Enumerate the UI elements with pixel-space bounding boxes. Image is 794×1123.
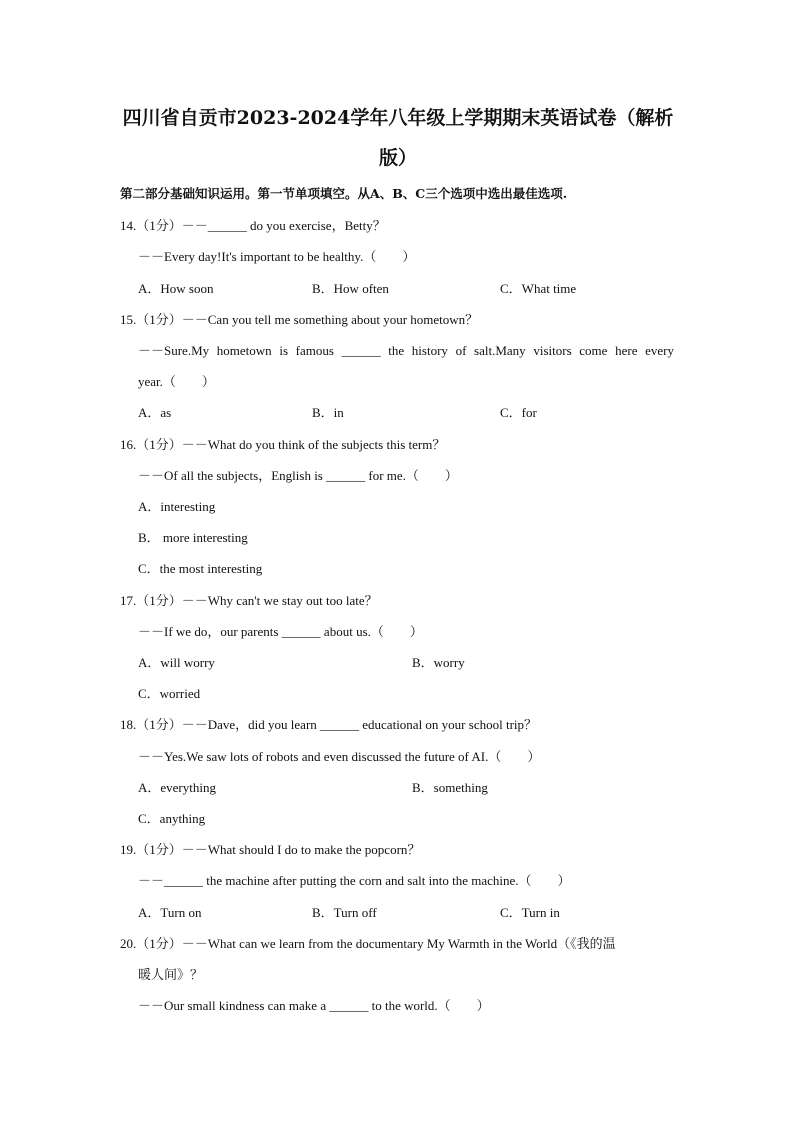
question-17: 17.（1分）－－Why can't we stay out too late？: [120, 593, 378, 608]
q17-option-a[interactable]: A．will worry: [138, 655, 215, 670]
question-14-prompt: －－Every day!It's important to be healthy.（ ）: [138, 249, 416, 264]
title-line-2: 版）: [378, 147, 417, 169]
q14-option-c[interactable]: C．What time: [500, 281, 577, 296]
q16-option-b[interactable]: B． more interesting: [138, 530, 248, 545]
question-15: 15.（1分）－－Can you tell me something about your hometown？: [120, 312, 479, 327]
q14-option-b[interactable]: B．How often: [312, 281, 389, 296]
question-20-prompt: －－Our small kindness can make a ______ to the world.（ ）: [138, 998, 490, 1013]
question-18-prompt: －－Yes.We saw lots of robots and even discussed the future of AI.（ ）: [138, 749, 541, 764]
q17-option-b[interactable]: B．worry: [412, 655, 465, 670]
question-20-line-1: 20.（1分）－－What can we learn from the documentary My Warmth in the World（《我的温: [120, 936, 616, 951]
q19-option-a[interactable]: A．Turn on: [138, 905, 202, 920]
q15-option-a[interactable]: A．as: [138, 405, 172, 420]
question-15-prompt-line-2: year.（ ）: [138, 374, 215, 389]
question-14: 14.（1分）－－______ do you exercise，Betty？: [120, 218, 386, 233]
q18-option-b[interactable]: B．something: [412, 780, 488, 795]
title-line-1: 四川省自贡市2023-2024学年八年级上学期期末英语试卷（解析: [122, 107, 674, 129]
question-20-line-2: 暖人间》？: [138, 967, 204, 982]
question-19-prompt: －－______ the machine after putting the corn and salt into the machine.（ ）: [138, 873, 571, 888]
question-15-prompt-line-1: －－Sure.My hometown is famous ______ the history of salt.Many visitors come here every: [138, 343, 674, 358]
question-18: 18.（1分）－－Dave，did you learn ______ educational on your school trip？: [120, 717, 538, 732]
q16-option-c[interactable]: C．the most interesting: [138, 561, 263, 576]
q15-option-b[interactable]: B．in: [312, 405, 344, 420]
q14-option-a[interactable]: A．How soon: [138, 281, 214, 296]
question-16: 16.（1分）－－What do you think of the subjects this term？: [120, 437, 446, 452]
q19-option-c[interactable]: C．Turn in: [500, 905, 560, 920]
question-16-prompt: －－Of all the subjects，English is ______ for me.（ ）: [138, 468, 458, 483]
q18-option-a[interactable]: A．everything: [138, 780, 216, 795]
section-header: 第二部分基础知识运用。第一节单项填空。从A、B、C三个选项中选出最佳选项.: [120, 186, 568, 201]
q19-option-b[interactable]: B．Turn off: [312, 905, 377, 920]
q15-option-c[interactable]: C．for: [500, 405, 537, 420]
question-17-prompt: －－If we do，our parents ______ about us.（ ）: [138, 624, 423, 639]
question-19: 19.（1分）－－What should I do to make the popcorn？: [120, 842, 421, 857]
q16-option-a[interactable]: A．interesting: [138, 499, 216, 514]
page-title: [118, 98, 678, 178]
q17-option-c[interactable]: C．worried: [138, 686, 201, 701]
q18-option-c[interactable]: C．anything: [138, 811, 206, 826]
